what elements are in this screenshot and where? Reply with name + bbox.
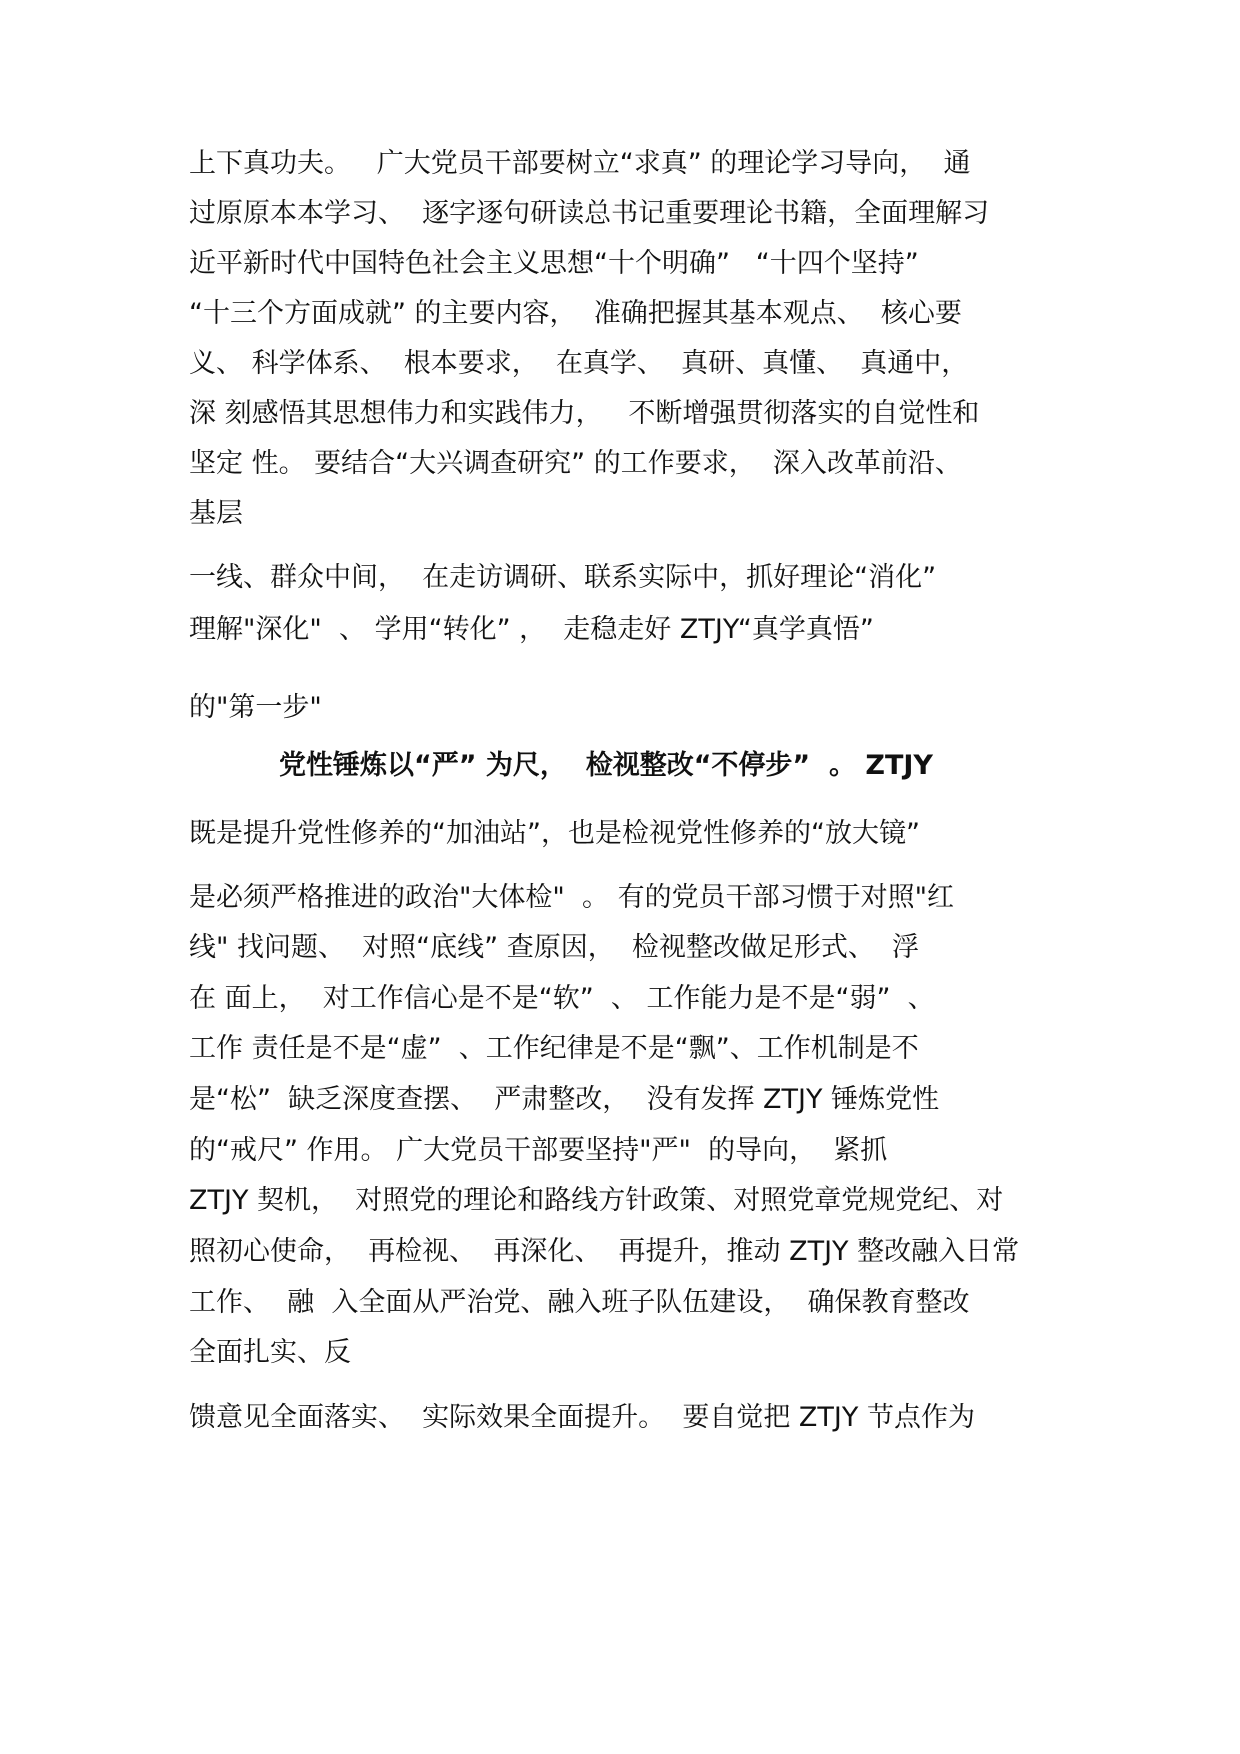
- text-line: 全面扎实、反: [189, 1337, 351, 1368]
- text-line: 理解"深化" 、 学用“转化” ， 走稳走好 ZTJY“真学真悟”: [189, 614, 874, 645]
- text-line: 在 面上， 对工作信心是不是“软” 、 工作能力是不是“弱” 、: [189, 983, 935, 1014]
- text-line: 近平新时代中国特色社会主义思想“十个明确” “十四个坚持”: [189, 248, 919, 279]
- text-line: 义、 科学体系、 根本要求， 在真学、 真研、真懂、 真通中，: [189, 348, 969, 379]
- text-line: 基层: [189, 498, 243, 529]
- text-line: 一线、群众中间， 在走访调研、联系实际中，抓好理论“消化”: [189, 562, 937, 593]
- text-line: 深 刻感悟其思想伟力和实践伟力， 不断增强贯彻落实的自觉性和: [189, 398, 980, 429]
- text-line: 馈意见全面落实、 实际效果全面提升。 要自觉把 ZTJY 节点作为: [189, 1402, 975, 1433]
- text-line: 坚定 性。 要结合“大兴调查研究” 的工作要求， 深入改革前沿、: [189, 448, 962, 479]
- text-line: 既是提升党性修养的“加油站”，也是检视党性修养的“放大镜”: [189, 818, 920, 849]
- text-line: 是“松” 缺乏深度查摆、 严肃整改， 没有发挥 ZTJY 锤炼党性: [189, 1084, 940, 1115]
- text-line: 工作 责任是不是“虚” 、工作纪律是不是“飘”、工作机制是不: [189, 1033, 919, 1064]
- text-line: 的"第一步": [189, 692, 322, 723]
- text-line: 上下真功夫。 广大党员干部要树立“求真” 的理论学习导向， 通: [189, 148, 971, 179]
- text-line: ZTJY 契机， 对照党的理论和路线方针政策、对照党章党规党纪、对: [189, 1185, 1004, 1216]
- text-line: 工作、 融 入全面从严治党、融入班子队伍建设， 确保教育整改: [189, 1287, 970, 1318]
- text-line: 过原原本本学习、 逐字逐句研读总书记重要理论书籍，全面理解习: [189, 198, 990, 229]
- text-line: 线" 找问题、 对照“底线” 查原因， 检视整改做足形式、 浮: [189, 932, 920, 963]
- text-line: “十三个方面成就” 的主要内容， 准确把握其基本观点、 核心要: [189, 298, 962, 329]
- text-line: 照初心使命， 再检视、 再深化、 再提升，推动 ZTJY 整改融入日常: [189, 1236, 1020, 1267]
- section-heading: 党性锤炼以“严” 为尺， 检视整改“不停步” 。 ZTJY: [279, 750, 933, 781]
- text-line: 的“戒尺” 作用。 广大党员干部要坚持"严" 的导向， 紧抓: [189, 1135, 888, 1166]
- text-line: 是必须严格推进的政治"大体检" 。 有的党员干部习惯于对照"红: [189, 882, 955, 913]
